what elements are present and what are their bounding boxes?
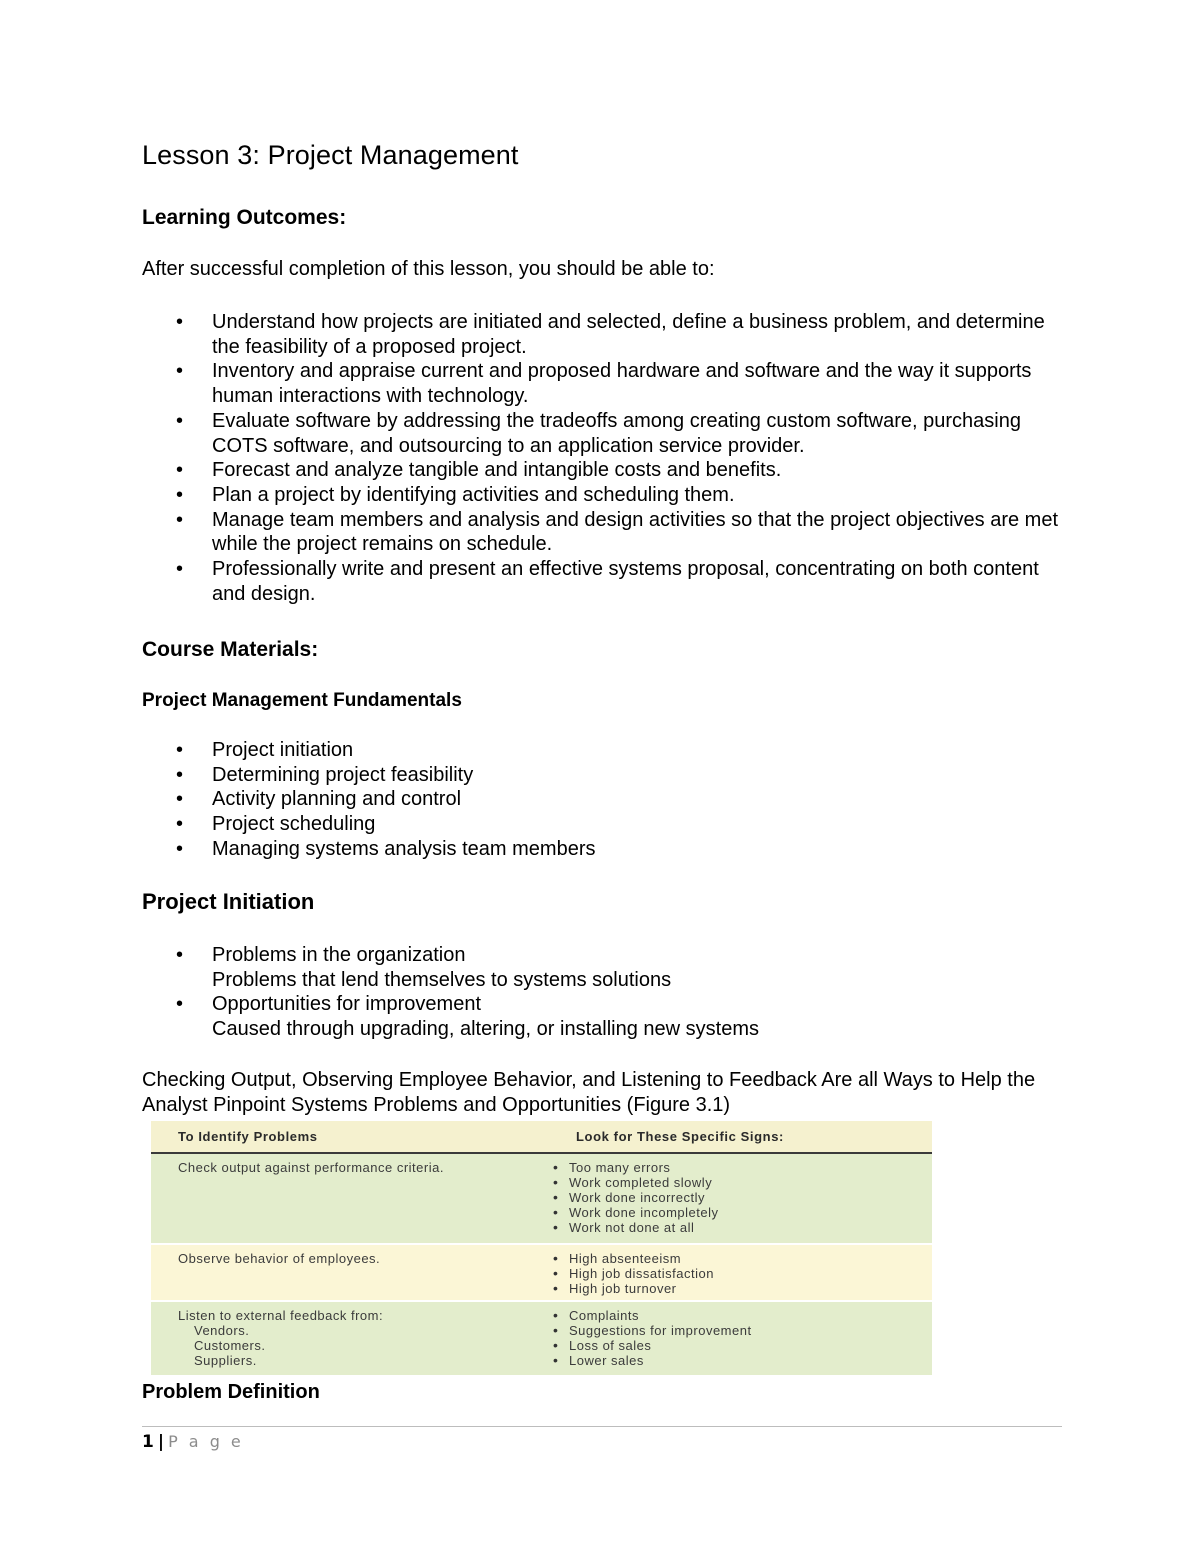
figure-3-1-table [151, 1121, 932, 1375]
project-initiation-heading: Project Initiation [142, 889, 315, 914]
figure-header-row [151, 1121, 932, 1154]
bullet-icon: • [176, 763, 184, 786]
problem-definition-heading: Problem Definition [142, 1381, 320, 1403]
list-item: • Project initiation [176, 739, 354, 761]
bullet-icon: • [176, 788, 184, 811]
bullet-icon: • [176, 409, 184, 432]
lesson-title: Lesson 3: Project Management [142, 140, 519, 170]
bullet-icon: • [176, 459, 184, 482]
list-item: • Inventory and appraise current and proposed hardware and software and the way it supports human interactions with technology. [176, 360, 1032, 408]
list-item: • Managing systems analysis team members [176, 837, 596, 860]
bullet-icon: • [176, 944, 184, 966]
page-number: 1 [142, 1432, 154, 1452]
list-item: • Problems in the organization Problems that lend themselves to systems solutions [176, 944, 672, 991]
learning-outcomes-heading: Learning Outcomes: [142, 206, 347, 229]
page-label: P a g e [168, 1432, 244, 1451]
bullet-icon: • [176, 311, 184, 333]
list-item: • Plan a project by identifying activities and scheduling them. [176, 483, 735, 506]
bullet-icon: • [176, 813, 184, 836]
bullet-icon: • [176, 558, 184, 581]
course-materials-heading: Course Materials: [142, 638, 319, 661]
list-item: • Evaluate software by addressing the tradeoffs among creating custom software, purchasing COTS software, and outsourcing to an application service provider. [176, 409, 1021, 457]
bullet-icon: • [176, 993, 184, 1016]
table-row: Observe behavior of employees. • High absenteeism • High job dissatisfaction • High job turnover [151, 1245, 932, 1302]
outcomes-list [142, 310, 1062, 606]
pm-fundamentals-heading: Project Management Fundamentals [142, 690, 462, 711]
col-header-identify: To Identify Problems [178, 1129, 318, 1144]
list-item: • Forecast and analyze tangible and intangible costs and benefits. [176, 459, 782, 482]
list-item: • Manage team members and analysis and design activities so that the project objectives are met while the project remains on schedule. [176, 508, 1058, 556]
table-row: Check output against performance criteria. • Too many errors • Work completed slowly • Work done incorrectly • Work done incompletely • Work not done at all [151, 1154, 932, 1245]
project-initiation-list [142, 943, 1062, 1042]
bullet-icon: • [176, 483, 184, 506]
page-footer: 1 | P a g e [142, 1432, 244, 1452]
footer-divider [142, 1426, 1062, 1427]
figure-caption-text: Checking Output, Observing Employee Behavior, and Listening to Feedback Are all Ways to Help the Analyst Pinpoint Systems Problems and Opportunities (Figure 3.1) [142, 1069, 1036, 1116]
list-item: • Determining project feasibility [176, 763, 474, 786]
list-item: • Activity planning and control [176, 788, 462, 811]
bullet-icon: • [176, 739, 184, 761]
table-row: Listen to external feedback from: Vendors. Customers. Suppliers. • Complaints • Suggestions for improvement • Loss of sales • Lower sales [151, 1302, 932, 1375]
list-item: • Professionally write and present an effective systems proposal, concentrating on both content and design. [176, 558, 1039, 605]
list-item: • Opportunities for improvement Caused through upgrading, altering, or installing new systems [176, 993, 759, 1041]
col-header-signs: Look for These Specific Signs: [576, 1129, 784, 1144]
pm-fundamentals-list [142, 738, 1062, 862]
bullet-icon: • [176, 508, 184, 531]
list-item: • Project scheduling [176, 813, 376, 836]
bullet-icon: • [176, 360, 184, 383]
bullet-icon: • [176, 837, 184, 860]
list-item: • Understand how projects are initiated and selected, define a business problem, and determine the feasibility of a proposed project. [176, 311, 1045, 358]
intro-text: After successful completion of this lesson, you should be able to: [142, 258, 715, 280]
